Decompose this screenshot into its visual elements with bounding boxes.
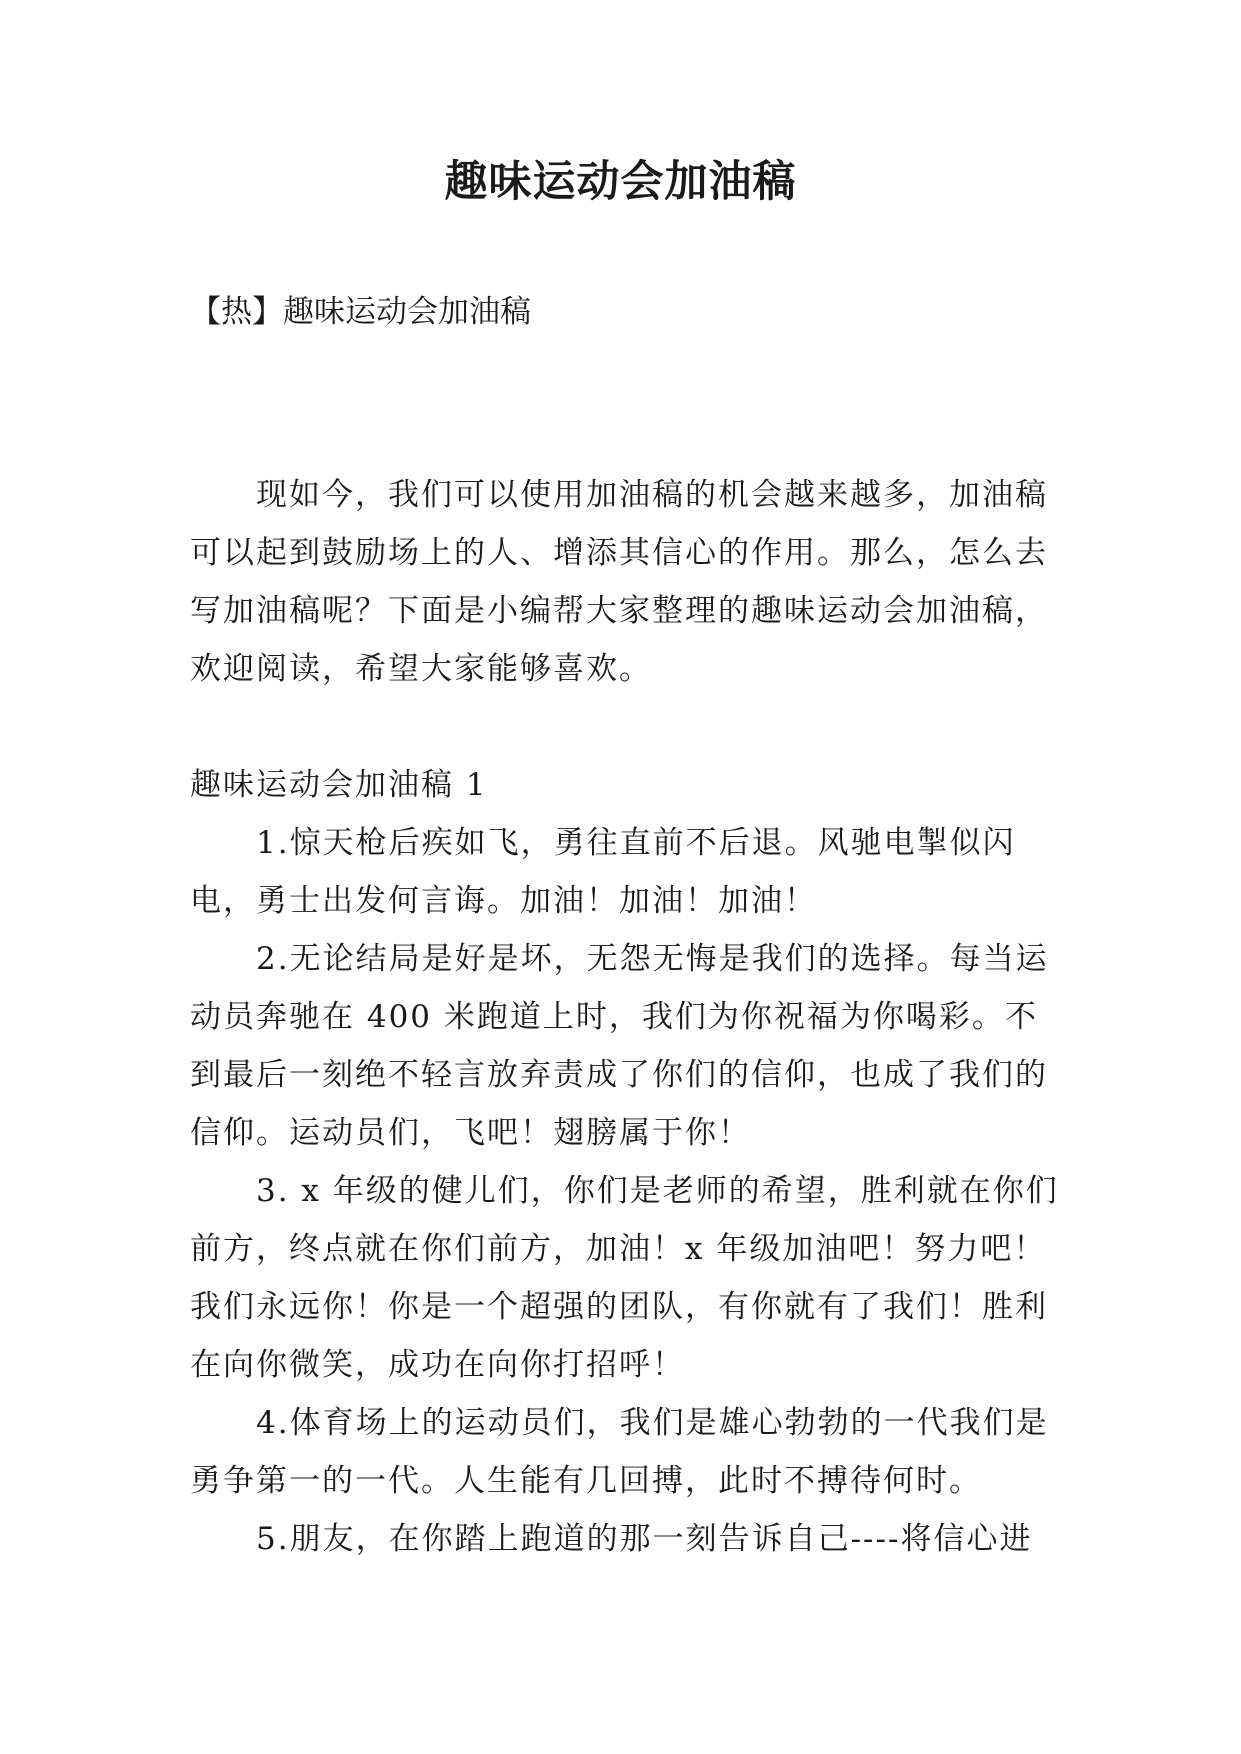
list-item: 3. x 年级的健儿们，你们是老师的希望，胜利就在你们前方，终点就在你们前方，加油！x 年级加油吧！努力吧！我们永远你！你是一个超强的团队，有你就有了我们！胜利在向你微笑，成功在向你打招呼！ [190,1173,1059,1383]
list-item: 2.无论结局是好是坏，无怨无悔是我们的选择。每当运动员奔驰在 400 米跑道上时，我们为你祝福为你喝彩。不到最后一刻绝不轻言放弃责成了你们的信仰，也成了我们的信仰。运动员们，飞吧！翅膀属于你！ [190,941,1049,1151]
document-subtitle: 【热】趣味运动会加油稿 [190,294,531,330]
document-title: 趣味运动会加油稿 [444,157,797,207]
intro-paragraph: 现如今，我们可以使用加油稿的机会越来越多，加油稿可以起到鼓励场上的人、增添其信心的作用。那么，怎么去写加油稿呢？下面是小编帮大家整理的趣味运动会加油稿，欢迎阅读，希望大家能够喜欢。 [190,477,1048,687]
section-heading: 趣味运动会加油稿 1 [190,767,488,803]
document-body [190,466,1070,1568]
list-item: 5.朋友，在你踏上跑道的那一刻告诉自己----将信心进 [256,1521,1033,1557]
list-item: 1.惊天枪后疾如飞，勇往直前不后退。风驰电掣似闪电，勇士出发何言诲。加油！加油！加油！ [190,825,1016,919]
list-item: 4.体育场上的运动员们，我们是雄心勃勃的一代我们是勇争第一的一代。人生能有几回搏，此时不搏待何时。 [190,1405,1049,1499]
